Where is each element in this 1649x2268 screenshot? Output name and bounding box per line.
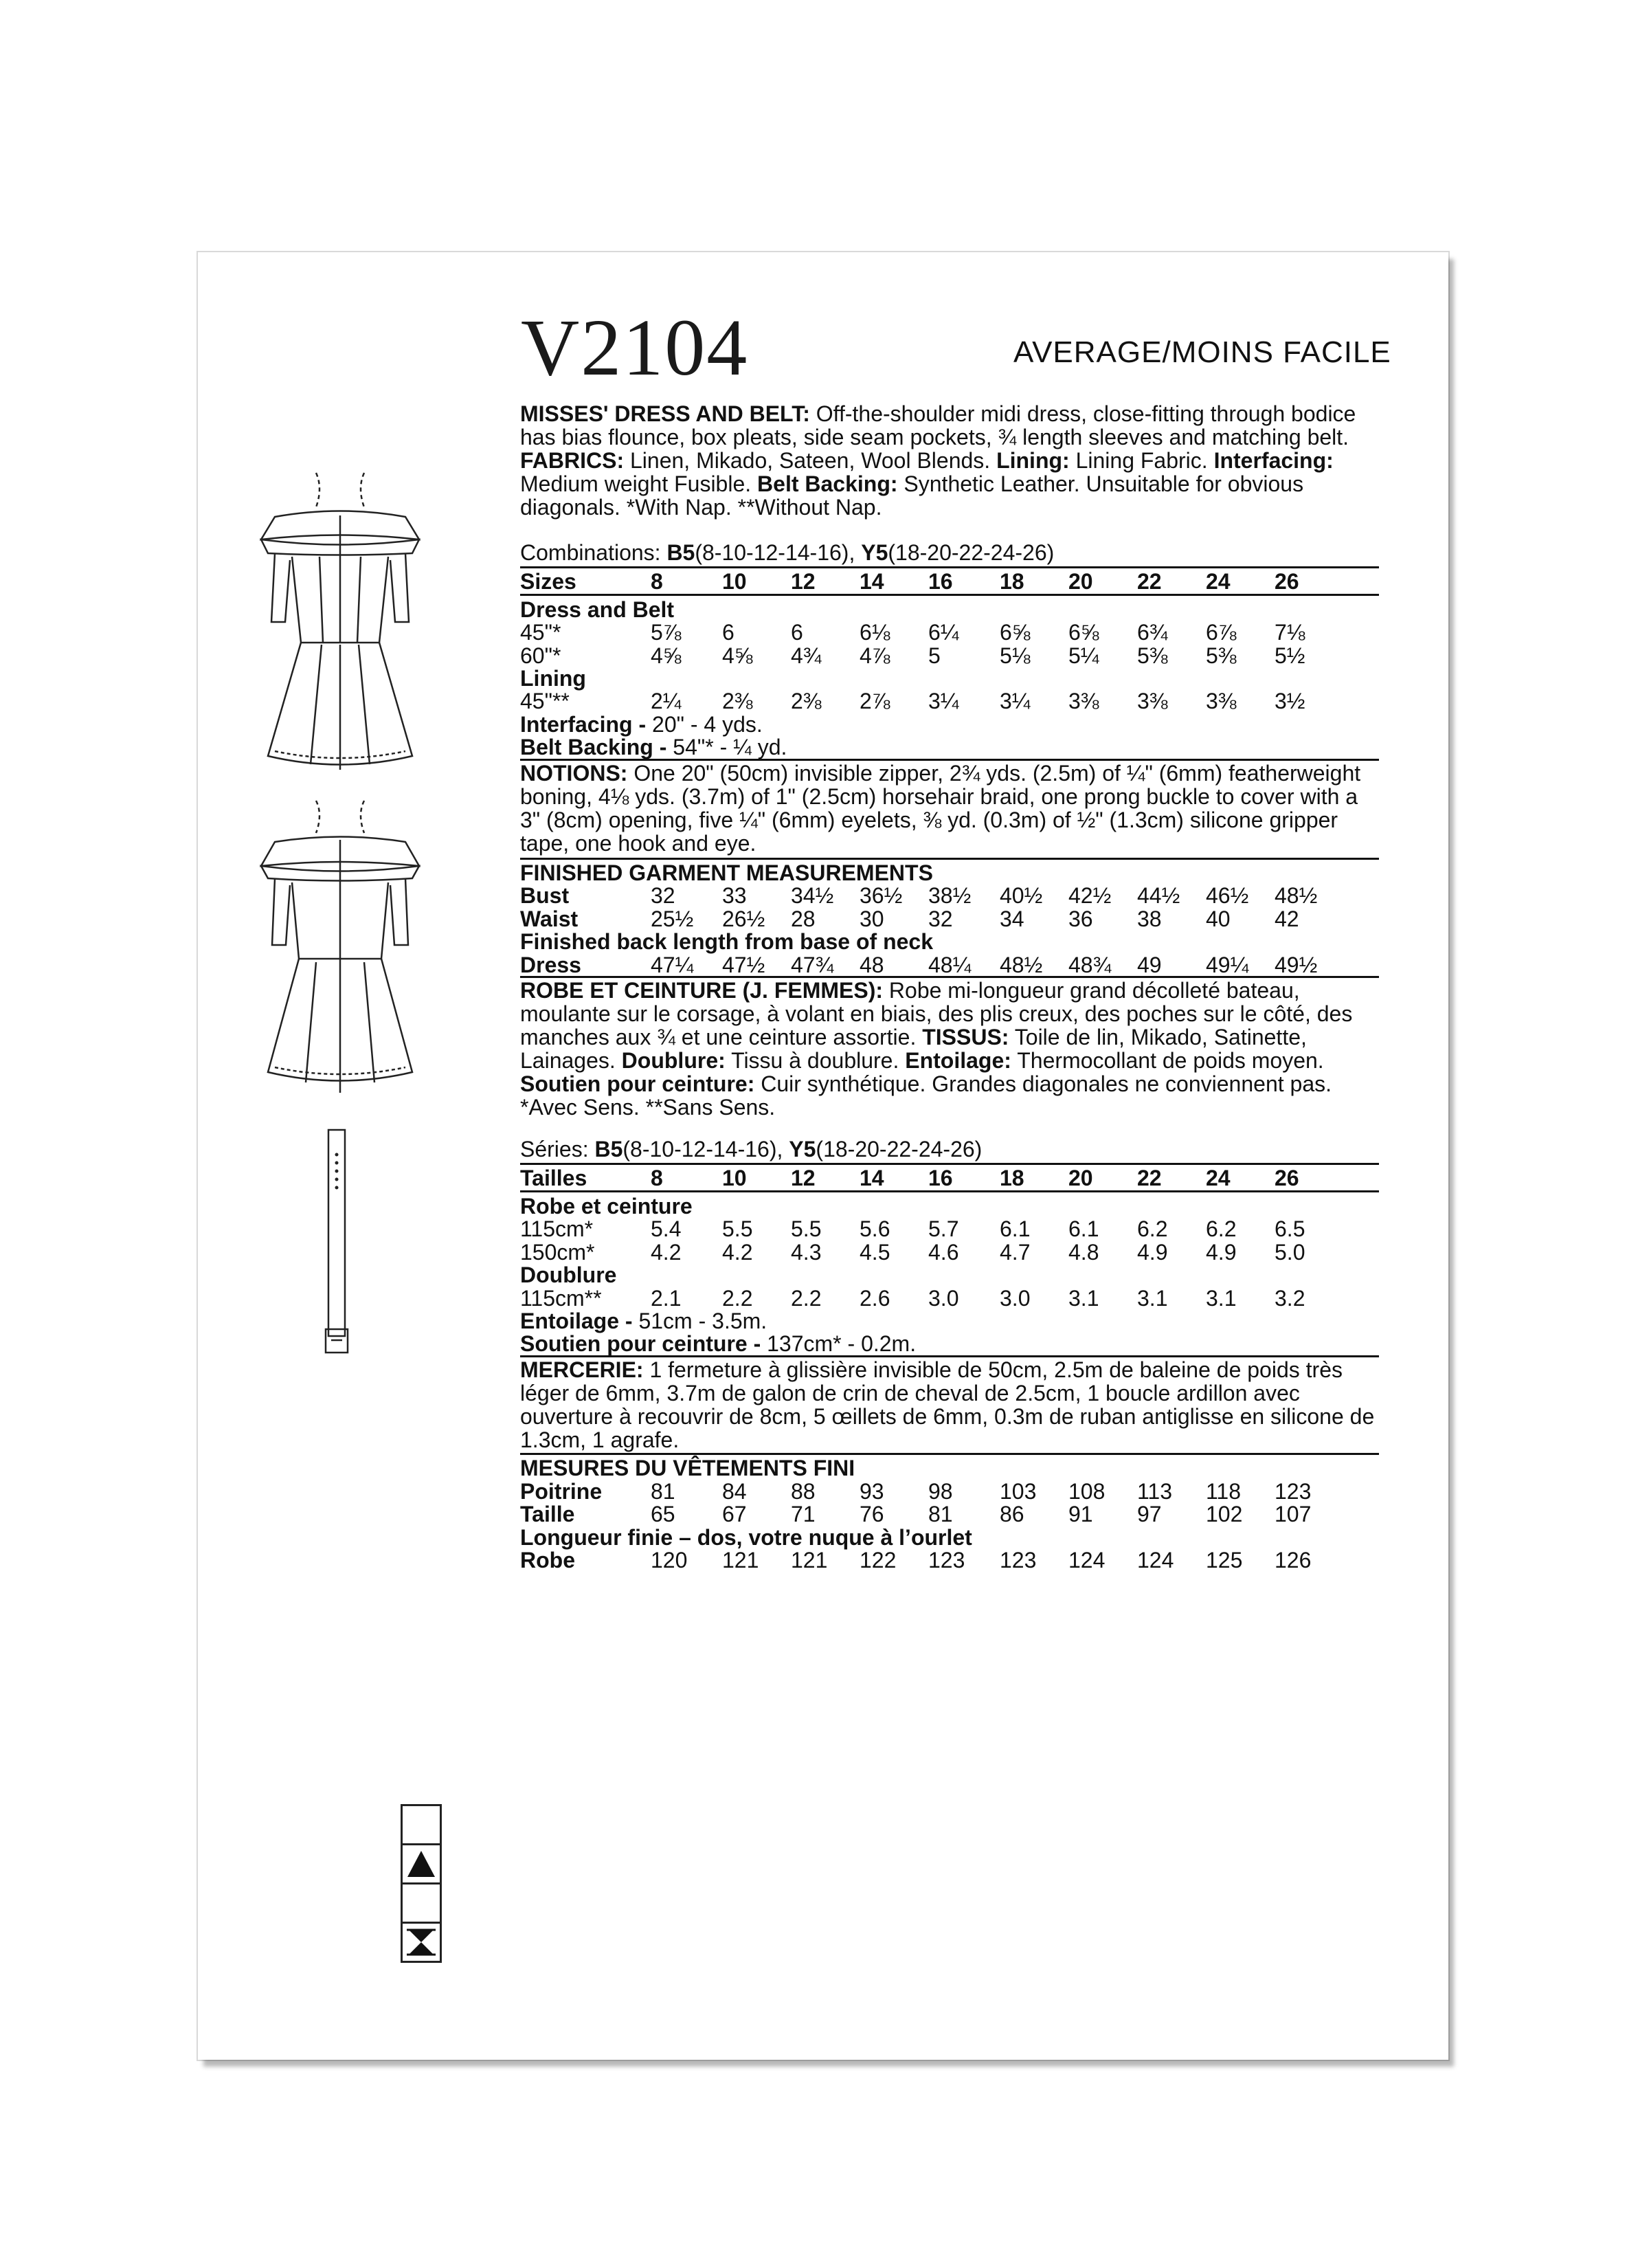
description-text: Synthetic Leather. Unsuitable for obvious diagonals. *With Nap. **Without Nap. (520, 471, 1304, 520)
table-cell: 5.7 (928, 1216, 959, 1241)
table-cell: 107 (1275, 1502, 1312, 1526)
table-cell: 38½ (928, 883, 972, 908)
table-cell: 3⅜ (1206, 689, 1237, 713)
table-cell: 42½ (1068, 883, 1112, 908)
description-bold-term: Entoilage: (905, 1048, 1011, 1073)
table-cell: 6⅝ (1068, 620, 1099, 645)
table-cell: 6⅝ (1000, 620, 1031, 645)
table-cell: 12 (791, 569, 816, 594)
belt-backing-line: Belt Backing - 54"* - ¼ yd. (520, 735, 787, 759)
section-label-row (520, 597, 1379, 621)
french-description (520, 979, 1379, 1119)
table-cell: 5½ (1275, 643, 1305, 668)
table-cell: 4⅝ (651, 643, 682, 668)
table-cell: 3.1 (1137, 1286, 1168, 1311)
measurement-row (520, 1479, 1379, 1502)
longueur-label-row: Longueur finie – dos, votre nuque à l’ourlet (520, 1525, 972, 1550)
table-cell: 6¼ (928, 620, 959, 645)
table-cell: 36 (1068, 907, 1093, 931)
yardage-row (520, 689, 1379, 712)
row-label: Tailles (520, 1166, 587, 1190)
table-cell: 123 (1275, 1479, 1312, 1504)
table-cell: 18 (1000, 569, 1024, 594)
description-bold-term: Belt Backing: (757, 471, 898, 496)
table-cell: 5¼ (1068, 643, 1099, 668)
table-cell: 97 (1137, 1502, 1162, 1526)
description-bold-term: MISSES' DRESS AND BELT: (520, 401, 810, 426)
table-cell: 4.9 (1206, 1240, 1237, 1265)
table-cell: 48 (860, 953, 884, 977)
section-label-row: Robe et ceinture (520, 1194, 693, 1219)
table-cell: 6.2 (1206, 1216, 1237, 1241)
blank-square (401, 1804, 442, 1845)
table-cell: 108 (1068, 1479, 1106, 1504)
row-label: 60"* (520, 643, 561, 668)
table-cell: 5⅜ (1137, 643, 1168, 668)
table-cell: 4.2 (722, 1240, 753, 1265)
row-label: Waist (520, 907, 579, 931)
row-label: 45"* (520, 620, 561, 645)
hourglass-symbol (401, 1922, 442, 1963)
triangle-up-symbol (401, 1843, 442, 1885)
table-cell: 3.0 (928, 1286, 959, 1311)
table-cell: 3.1 (1068, 1286, 1099, 1311)
table-rule (520, 1190, 1379, 1192)
table-cell: 32 (928, 907, 953, 931)
row-label: 115cm* (520, 1216, 594, 1241)
table-rule (520, 594, 1379, 596)
table-cell: 33 (722, 883, 747, 908)
table-cell: 3½ (1275, 689, 1305, 713)
table-cell: 8 (651, 1166, 663, 1190)
combinations-line: Combinations: B5(8-10-12-14-16), Y5(18-20-22-24-26) (520, 540, 1055, 565)
pattern-number: V2104 (521, 302, 749, 392)
table-cell: 7⅛ (1275, 620, 1305, 645)
table-cell: 4¾ (791, 643, 822, 668)
description-bold-term: ROBE ET CEINTURE (J. FEMMES): (520, 978, 884, 1003)
table-cell: 103 (1000, 1479, 1037, 1504)
table-cell: 67 (722, 1502, 747, 1526)
table-cell: 18 (1000, 1166, 1024, 1190)
table-cell: 16 (928, 569, 953, 594)
table-cell: 48½ (1275, 883, 1318, 908)
table-cell: 26 (1275, 1166, 1299, 1190)
measurement-row (520, 883, 1379, 907)
table-rule (520, 566, 1379, 568)
table-cell: 28 (791, 907, 816, 931)
table-cell: 4⅝ (722, 643, 753, 668)
table-cell: 40½ (1000, 883, 1043, 908)
table-cell: 4.8 (1068, 1240, 1099, 1265)
table-cell: 34 (1000, 907, 1024, 931)
table-cell: 46½ (1206, 883, 1249, 908)
table-cell: 98 (928, 1479, 953, 1504)
table-cell: 2⅞ (860, 689, 890, 713)
series-line: Séries: B5(8-10-12-14-16), Y5(18-20-22-24-26) (520, 1137, 983, 1161)
description-text: Thermocollant de poids moyen. (1011, 1048, 1324, 1073)
table-cell: 16 (928, 1166, 953, 1190)
description-bold-term: TISSUS: (922, 1025, 1009, 1049)
description-text: Linen, Mikado, Sateen, Wool Blends. (624, 448, 997, 473)
table-cell: 48½ (1000, 953, 1043, 977)
notions-text: NOTIONS: One 20" (50cm) invisible zipper, 2¾ yds. (2.5m) of ¼" (6mm) featherweight boning, 4⅛ yds. (3.7m) of 1" (2.5cm) horsehair braid, one prong buckle to cover with a 3" (8cm) opening, five ¼" (6mm) eyelets, ⅜ yd. (0.3m) of ½" (1.3cm) silicone gripper tape, one hook and eye. (520, 761, 1361, 856)
table-cell: 12 (791, 1166, 816, 1190)
table-cell: 86 (1000, 1502, 1024, 1526)
table-cell: 65 (651, 1502, 675, 1526)
table-cell: 26 (1275, 569, 1299, 594)
table-cell: 4.5 (860, 1240, 890, 1265)
description-bold-term: Doublure: (621, 1048, 726, 1073)
description-text: Lining Fabric. (1069, 448, 1214, 473)
table-cell: 44½ (1137, 883, 1180, 908)
row-label: Taille (520, 1502, 575, 1526)
table-cell: 121 (722, 1548, 759, 1572)
table-cell: 22 (1137, 1166, 1162, 1190)
row-label: 115cm** (520, 1286, 602, 1311)
description-bold-term: Interfacing: (1213, 448, 1334, 473)
table-cell: 49 (1137, 953, 1162, 977)
description-text: Cuir synthétique. Grandes diagonales ne conviennent pas. *Avec Sens. **Sans Sens. (520, 1071, 1332, 1120)
dress-and-belt-label: Dress and Belt (520, 597, 675, 622)
table-cell: 113 (1137, 1479, 1173, 1504)
table-cell: 6.2 (1137, 1216, 1168, 1241)
table-cell: 24 (1206, 1166, 1231, 1190)
table-cell: 20 (1068, 1166, 1093, 1190)
table-cell: 5.5 (722, 1216, 753, 1241)
table-cell: 32 (651, 883, 675, 908)
row-label: Sizes (520, 569, 576, 594)
table-cell: 10 (722, 1166, 747, 1190)
description-bold-term: Lining: (996, 448, 1070, 473)
table-cell: 2¼ (651, 689, 682, 713)
tailles-header-row (520, 1166, 1379, 1189)
table-cell: 2.2 (722, 1286, 753, 1311)
table-cell: 102 (1206, 1502, 1243, 1526)
section-label-row: Doublure (520, 1263, 617, 1287)
row-label: Bust (520, 883, 570, 908)
table-cell: 3¼ (1000, 689, 1031, 713)
table-cell: 122 (860, 1548, 897, 1572)
row-label: Poitrine (520, 1479, 603, 1504)
table-cell: 48¼ (928, 953, 972, 977)
table-cell: 2⅜ (791, 689, 822, 713)
yardage-row (520, 1240, 1379, 1263)
table-cell: 6.1 (1068, 1216, 1099, 1241)
table-cell: 121 (791, 1548, 828, 1572)
table-cell: 14 (860, 569, 884, 594)
table-cell: 6 (791, 620, 803, 645)
table-cell: 6⅞ (1206, 620, 1237, 645)
table-cell: 30 (860, 907, 884, 931)
table-cell: 81 (651, 1479, 675, 1504)
table-cell: 6¾ (1137, 620, 1168, 645)
table-cell: 4⅞ (860, 643, 890, 668)
sizes-header-row (520, 569, 1379, 592)
table-cell: 3¼ (928, 689, 959, 713)
table-cell: 88 (791, 1479, 816, 1504)
table-cell: 71 (791, 1502, 816, 1526)
entoilage-line: Entoilage - 51cm - 3.5m. (520, 1309, 767, 1333)
table-cell: 5⅛ (1000, 643, 1031, 668)
lining-label: Lining (520, 666, 586, 691)
table-cell: 4.7 (1000, 1240, 1031, 1265)
table-cell: 26½ (722, 907, 765, 931)
table-cell: 3⅜ (1137, 689, 1168, 713)
table-cell: 34½ (791, 883, 834, 908)
table-cell: 4.9 (1137, 1240, 1168, 1265)
yardage-row (520, 620, 1379, 643)
table-cell: 5 (928, 643, 941, 668)
table-cell: 84 (722, 1479, 747, 1504)
soutien-line: Soutien pour ceinture - 137cm* - 0.2m. (520, 1331, 917, 1356)
measurement-row (520, 907, 1379, 930)
interfacing-line: Interfacing - 20" - 4 yds. (520, 712, 763, 737)
table-cell: 5.5 (791, 1216, 822, 1241)
table-cell: 76 (860, 1502, 884, 1526)
table-cell: 124 (1068, 1548, 1106, 1572)
table-cell: 5.6 (860, 1216, 890, 1241)
description-text: Toile de lin, Mikado, Satinette, Lainages. (520, 1025, 1307, 1073)
table-cell: 25½ (651, 907, 694, 931)
table-cell: 5⅜ (1206, 643, 1237, 668)
measurement-row (520, 1548, 1379, 1571)
table-cell: 47¼ (651, 953, 694, 977)
description-text: Tissu à doublure. (725, 1048, 906, 1073)
measurement-row (520, 953, 1379, 976)
difficulty-label: AVERAGE/MOINS FACILE (1013, 335, 1391, 369)
table-cell: 47¾ (791, 953, 834, 977)
table-cell: 3.1 (1206, 1286, 1237, 1311)
table-cell: 10 (722, 569, 747, 594)
table-cell: 2.1 (651, 1286, 682, 1311)
yardage-row (520, 1216, 1379, 1240)
table-cell: 5.4 (651, 1216, 682, 1241)
table-cell: 126 (1275, 1548, 1312, 1572)
table-cell: 4.2 (651, 1240, 682, 1265)
description-text: Medium weight Fusible. (520, 471, 758, 496)
description-bold-term: Soutien pour ceinture: (520, 1071, 755, 1096)
row-label: 150cm* (520, 1240, 595, 1265)
table-cell: 22 (1137, 569, 1162, 594)
section-label-row (520, 666, 1379, 689)
yardage-row (520, 643, 1379, 667)
table-rule (520, 1453, 1379, 1455)
table-cell: 93 (860, 1479, 884, 1504)
table-cell: 2.6 (860, 1286, 890, 1311)
table-cell: 6.1 (1000, 1216, 1031, 1241)
dress-back-sketch (247, 797, 433, 1100)
table-cell: 8 (651, 569, 663, 594)
table-cell: 42 (1275, 907, 1299, 931)
blank-square (401, 1882, 442, 1924)
back-length-label-row: Finished back length from base of neck (520, 929, 934, 954)
table-cell: 49½ (1275, 953, 1318, 977)
description-text: Off-the-shoulder midi dress, close-fitting through bodice has bias flounce, box pleats, side seam pockets, ¾ length sleeves and matching belt. (520, 401, 1356, 449)
table-cell: 4.6 (928, 1240, 959, 1265)
table-cell: 2.2 (791, 1286, 822, 1311)
table-cell: 3.0 (1000, 1286, 1031, 1311)
table-cell: 3⅜ (1068, 689, 1099, 713)
table-cell: 120 (651, 1548, 688, 1572)
table-cell: 124 (1137, 1548, 1174, 1572)
row-label: 45"** (520, 689, 570, 713)
table-cell: 49¼ (1206, 953, 1249, 977)
table-cell: 81 (928, 1502, 953, 1526)
mercerie-text: MERCERIE: 1 fermeture à glissière invisible de 50cm, 2.5m de baleine de poids très léger de 6mm, 3.7m de galon de crin de cheval de 2.5cm, 1 boucle ardillon avec ouverture à recouvrir de 8cm, 5 œillets de 6mm, 0.3m de ruban antiglisse en silicone de 1.3cm, 1 agrafe. (520, 1357, 1375, 1452)
table-cell: 118 (1206, 1479, 1242, 1504)
table-cell: 2⅜ (722, 689, 753, 713)
table-cell: 24 (1206, 569, 1231, 594)
table-cell: 20 (1068, 569, 1093, 594)
table-cell: 6.5 (1275, 1216, 1305, 1241)
table-rule (520, 858, 1379, 860)
finished-measurements-title-row: FINISHED GARMENT MEASUREMENTS (520, 860, 933, 885)
row-label: Dress (520, 953, 581, 977)
table-cell: 47½ (722, 953, 765, 977)
table-cell: 125 (1206, 1548, 1243, 1572)
table-cell: 5⅞ (651, 620, 682, 645)
table-cell: 5.0 (1275, 1240, 1305, 1265)
table-cell: 14 (860, 1166, 884, 1190)
table-cell: 123 (928, 1548, 965, 1572)
table-cell: 48¾ (1068, 953, 1112, 977)
table-rule (520, 1163, 1379, 1165)
dress-front-sketch (247, 467, 433, 783)
row-label: Robe (520, 1548, 575, 1572)
english-description (520, 402, 1379, 519)
table-cell: 91 (1068, 1502, 1093, 1526)
table-cell: 40 (1206, 907, 1231, 931)
measurement-row (520, 1502, 1379, 1525)
table-cell: 3.2 (1275, 1286, 1305, 1311)
table-cell: 38 (1137, 907, 1162, 931)
yardage-row (520, 1286, 1379, 1309)
table-cell: 4.3 (791, 1240, 822, 1265)
mesures-title-row: MESURES DU VÊTEMENTS FINI (520, 1456, 855, 1480)
belt-sketch (319, 1127, 354, 1361)
table-cell: 123 (1000, 1548, 1037, 1572)
table-cell: 36½ (860, 883, 903, 908)
table-cell: 6⅛ (860, 620, 890, 645)
table-cell: 6 (722, 620, 734, 645)
description-text: Robe mi-longueur grand décolleté bateau, moulante sur le corsage, à volant en biais, des plis creux, des poches sur le côté, des manches aux ¾ et une ceinture assortie. (520, 978, 1353, 1049)
description-bold-term: FABRICS: (520, 448, 625, 473)
